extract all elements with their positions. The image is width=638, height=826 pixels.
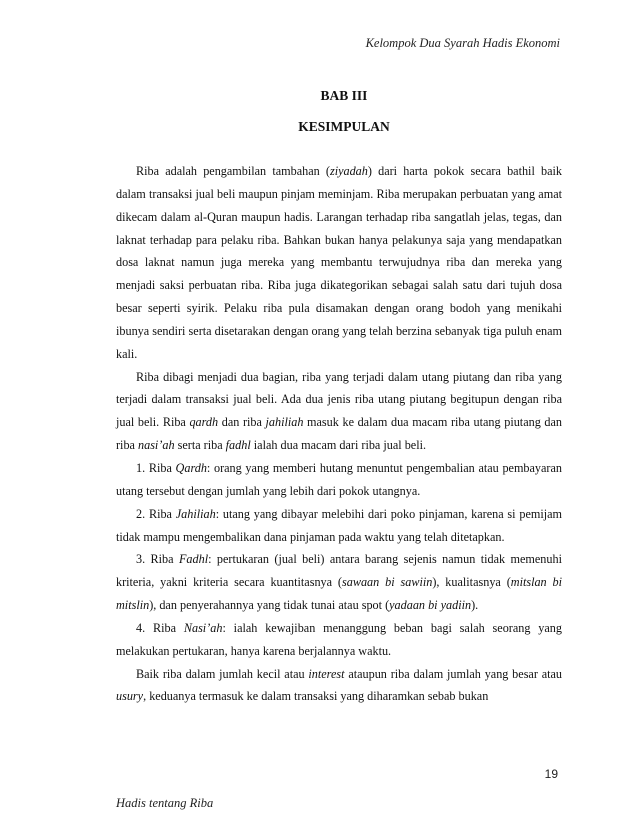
running-header: Kelompok Dua Syarah Hadis Ekonomi: [365, 36, 560, 50]
term-usury: usury: [116, 689, 144, 704]
paragraph-definition: Riba adalah pengambilan tambahan (ziyadah) dari harta pokok secara bathil baik dalam transaksi jual beli maupun pinjam meminjam. Riba merupakan perbuatan yang amat dikecam dalam al-Quran maupun hadis. Larangan terhadap riba sangatlah jelas, tegas, dan laknat terhadap para pelaku riba. Bahkan bukan hanya pelakunya saja yang mendapatkan dosa laknat namun juga mereka yang membantu terwujudnya riba dan mereka yang menjadi saksi perbuatan riba. Riba juga dikategorikan sebagai salah satu dari tujuh dosa besar seperti syirik. Pelaku riba pula disamakan dengan orang bodoh yang menikahi ibunya sendiri serta disetarakan dengan orang yang telah berzina sebanyak tiga puluh enam kali.: [116, 164, 562, 361]
term-interest: interest: [308, 666, 345, 681]
page-number: 19: [544, 767, 558, 781]
body-text: [116, 160, 562, 708]
term-qardh: qardh: [189, 415, 219, 430]
term-nasiah: nasi’ah: [138, 438, 175, 453]
chapter-title: KESIMPULAN: [298, 119, 390, 134]
chapter-label: BAB III: [320, 88, 368, 103]
running-footer: Hadis tentang Riba: [116, 796, 214, 810]
term-fadhl: fadhl: [225, 438, 251, 453]
term-ziyadah: ziyadah: [329, 164, 368, 178]
paragraph-division: Riba dibagi menjadi dua bagian, riba yang terjadi dalam utang piutang dan riba yang terjadi dalam transaksi jual beli. Ada dua jenis riba utang piutang begitupun dengan riba jual beli. Riba qardh dan riba jahiliah masuk ke dalam dua macam riba utang piutang dan riba nasi’ah serta riba fadhl ialah dua macam dari riba jual beli.: [116, 369, 562, 453]
list-item-jahiliah: 2. Riba Jahiliah: utang yang dibayar melebihi dari poko pinjaman, karena si pemijam tidak mampu mengembalikan dana pinjaman pada waktu yang telah ditetapkan.: [116, 506, 562, 544]
list-item-nasiah: 4. Riba Nasi’ah: ialah kewajiban menanggung beban bagi salah seorang yang melakukan pertukaran, hanya karena berjalannya waktu.: [116, 620, 562, 658]
paragraph-interest-usury: Baik riba dalam jumlah kecil atau interest ataupun riba dalam jumlah yang besar atau usury, keduanya termasuk ke dalam transaksi yang diharamkan sebab bukan: [116, 666, 563, 704]
term-jahiliah: jahiliah: [265, 415, 304, 430]
list-item-fadhl: 3. Riba Fadhl: pertukaran (jual beli) antara barang sejenis namun tidak memenuhi kriteria, yakni kriteria secara kuantitasnya (sawaan bi sawiin), kualitasnya (mitslan bi mitslin), dan penyerahannya yang tidak tunai atau spot (yadaan bi yadiin).: [116, 552, 563, 613]
list-item-qardh: 1. Riba Qardh: orang yang memberi hutang menuntut pengembalian atau pembayaran utang tersebut dengan jumlah yang lebih dari pokok utangnya.: [116, 460, 562, 498]
